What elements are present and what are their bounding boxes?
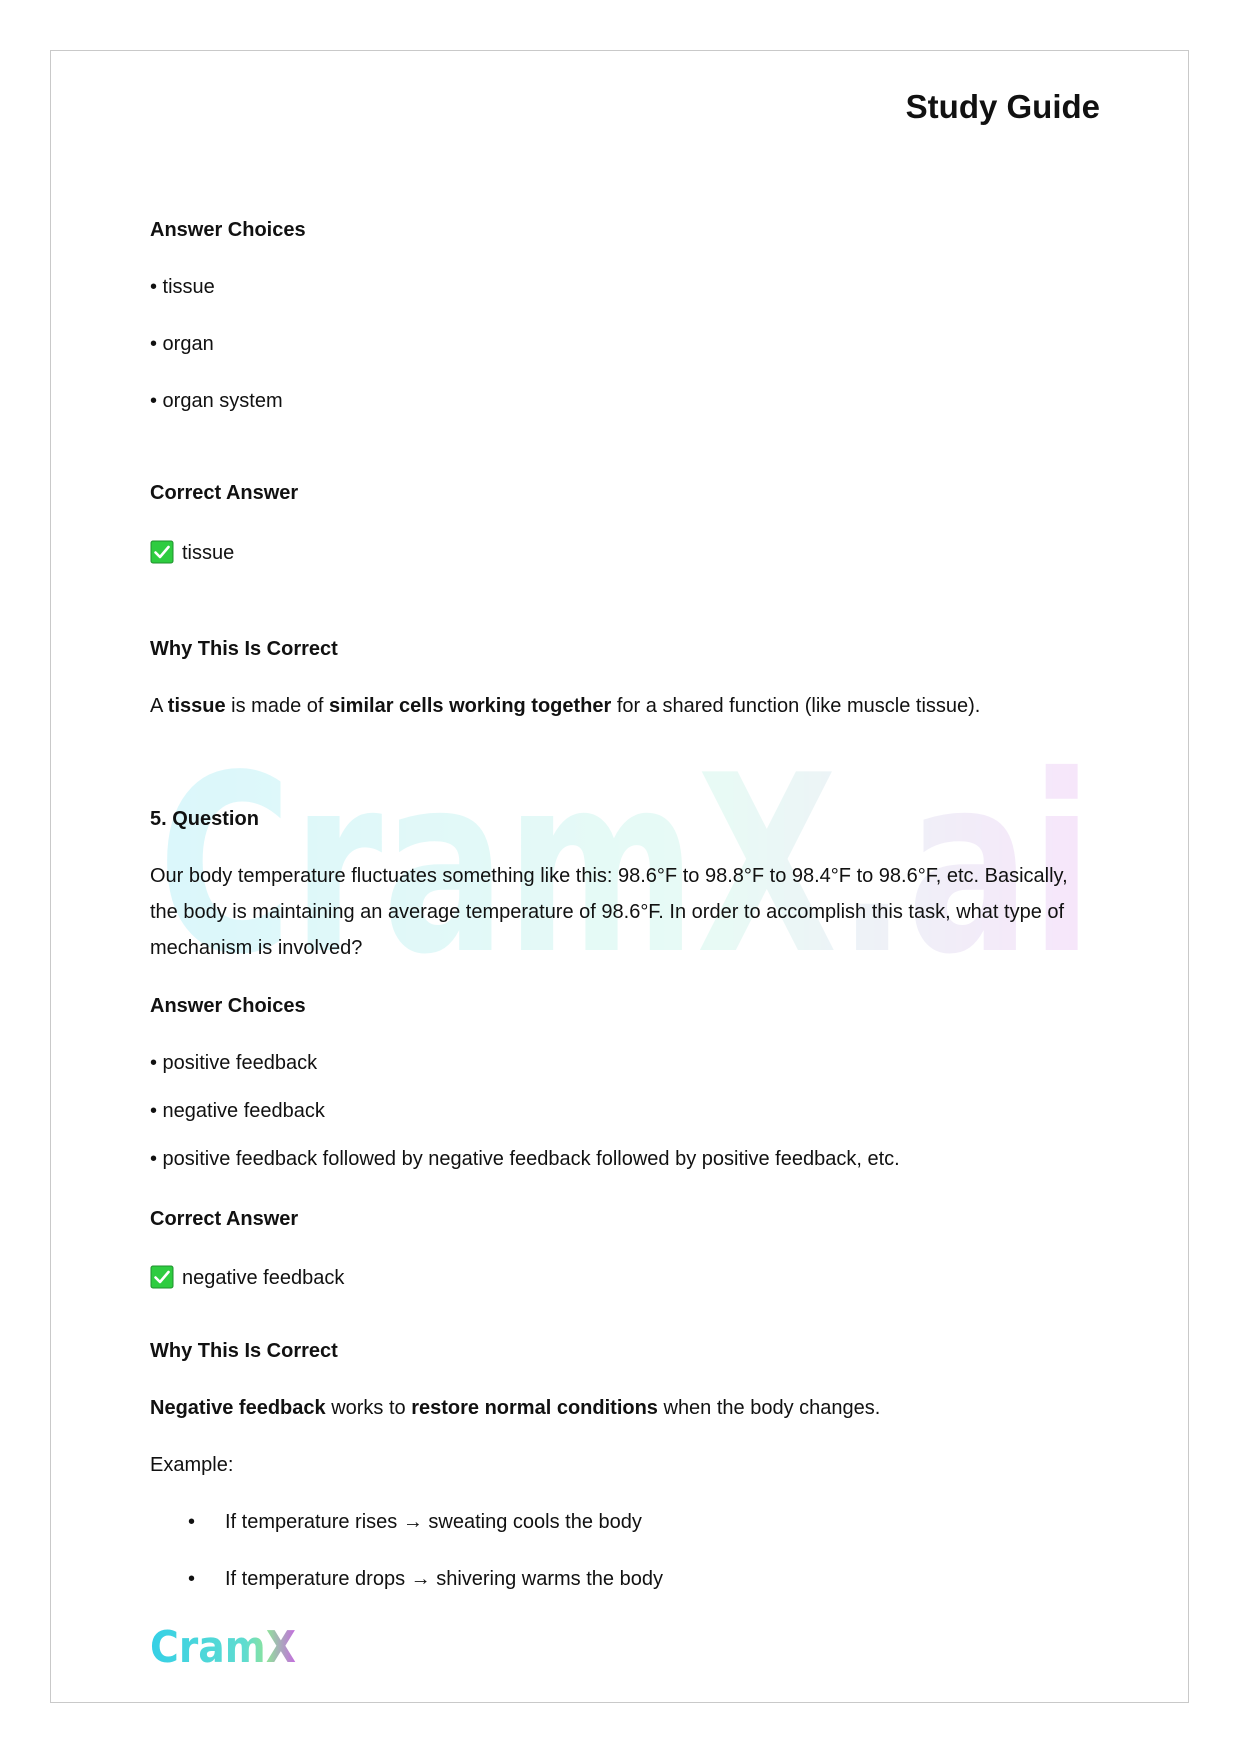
answer-choice: • positive feedback followed by negative feedback followed by positive feedback, etc. <box>150 1148 900 1170</box>
answer-choices-heading: Answer Choices <box>150 219 306 241</box>
explanation-bold: restore normal conditions <box>411 1397 658 1419</box>
bullet: • <box>188 1511 196 1533</box>
answer-choice: • organ <box>150 333 214 355</box>
answer-choices-heading: Answer Choices <box>150 995 306 1017</box>
correct-answer-text: negative feedback <box>182 1267 345 1289</box>
why-correct-heading: Why This Is Correct <box>150 1340 338 1362</box>
answer-choice: • negative feedback <box>150 1100 325 1122</box>
explanation-bold: similar cells working together <box>329 695 612 717</box>
example-list-item <box>150 1504 1050 1540</box>
why-correct-heading: Why This Is Correct <box>150 638 338 660</box>
correct-answer-heading: Correct Answer <box>150 1208 299 1230</box>
check-mark-icon <box>150 540 174 564</box>
example-label: Example: <box>150 1454 234 1476</box>
answer-choice: • tissue <box>150 276 215 298</box>
svg-text:CramX: CramX <box>150 1622 297 1672</box>
example-list-item <box>150 1561 1050 1597</box>
explanation-text <box>150 688 980 724</box>
correct-answer-heading: Correct Answer <box>150 482 299 504</box>
page-title: Study Guide <box>905 88 1100 125</box>
bullet: • <box>188 1568 196 1590</box>
cramx-logo <box>150 1622 298 1672</box>
explanation-part: works to <box>325 1397 412 1419</box>
check-mark-icon <box>150 1265 174 1289</box>
correct-answer <box>150 535 234 571</box>
answer-choice: • organ system <box>150 390 283 412</box>
explanation-text <box>150 1390 880 1426</box>
explanation-part: when the body changes. <box>657 1397 881 1419</box>
explanation-part: for a shared function (like muscle tissue). <box>611 695 981 717</box>
question-text: Our body temperature fluctuates something like this: 98.6°F to 98.8°F to 98.4°F to 98.6°F, etc. Basically, the body is maintaining an average temperature of 98.6°F. In order to accomplish this task, what type of mechanism is involved? <box>150 865 1068 959</box>
explanation-bold: Negative feedback <box>150 1397 326 1419</box>
correct-answer-text: tissue <box>182 542 235 564</box>
explanation-part: is made of <box>225 695 329 717</box>
example-text: If temperature drops → shivering warms the body <box>225 1568 663 1590</box>
explanation-bold: tissue <box>167 695 226 717</box>
correct-answer <box>150 1260 344 1296</box>
question-heading: 5. Question <box>150 808 259 830</box>
explanation-part: A <box>150 695 168 717</box>
answer-choice: • positive feedback <box>150 1052 318 1074</box>
svg-text:CramX.ai: CramX.ai <box>158 730 1093 990</box>
example-text: If temperature rises → sweating cools the body <box>225 1511 642 1533</box>
